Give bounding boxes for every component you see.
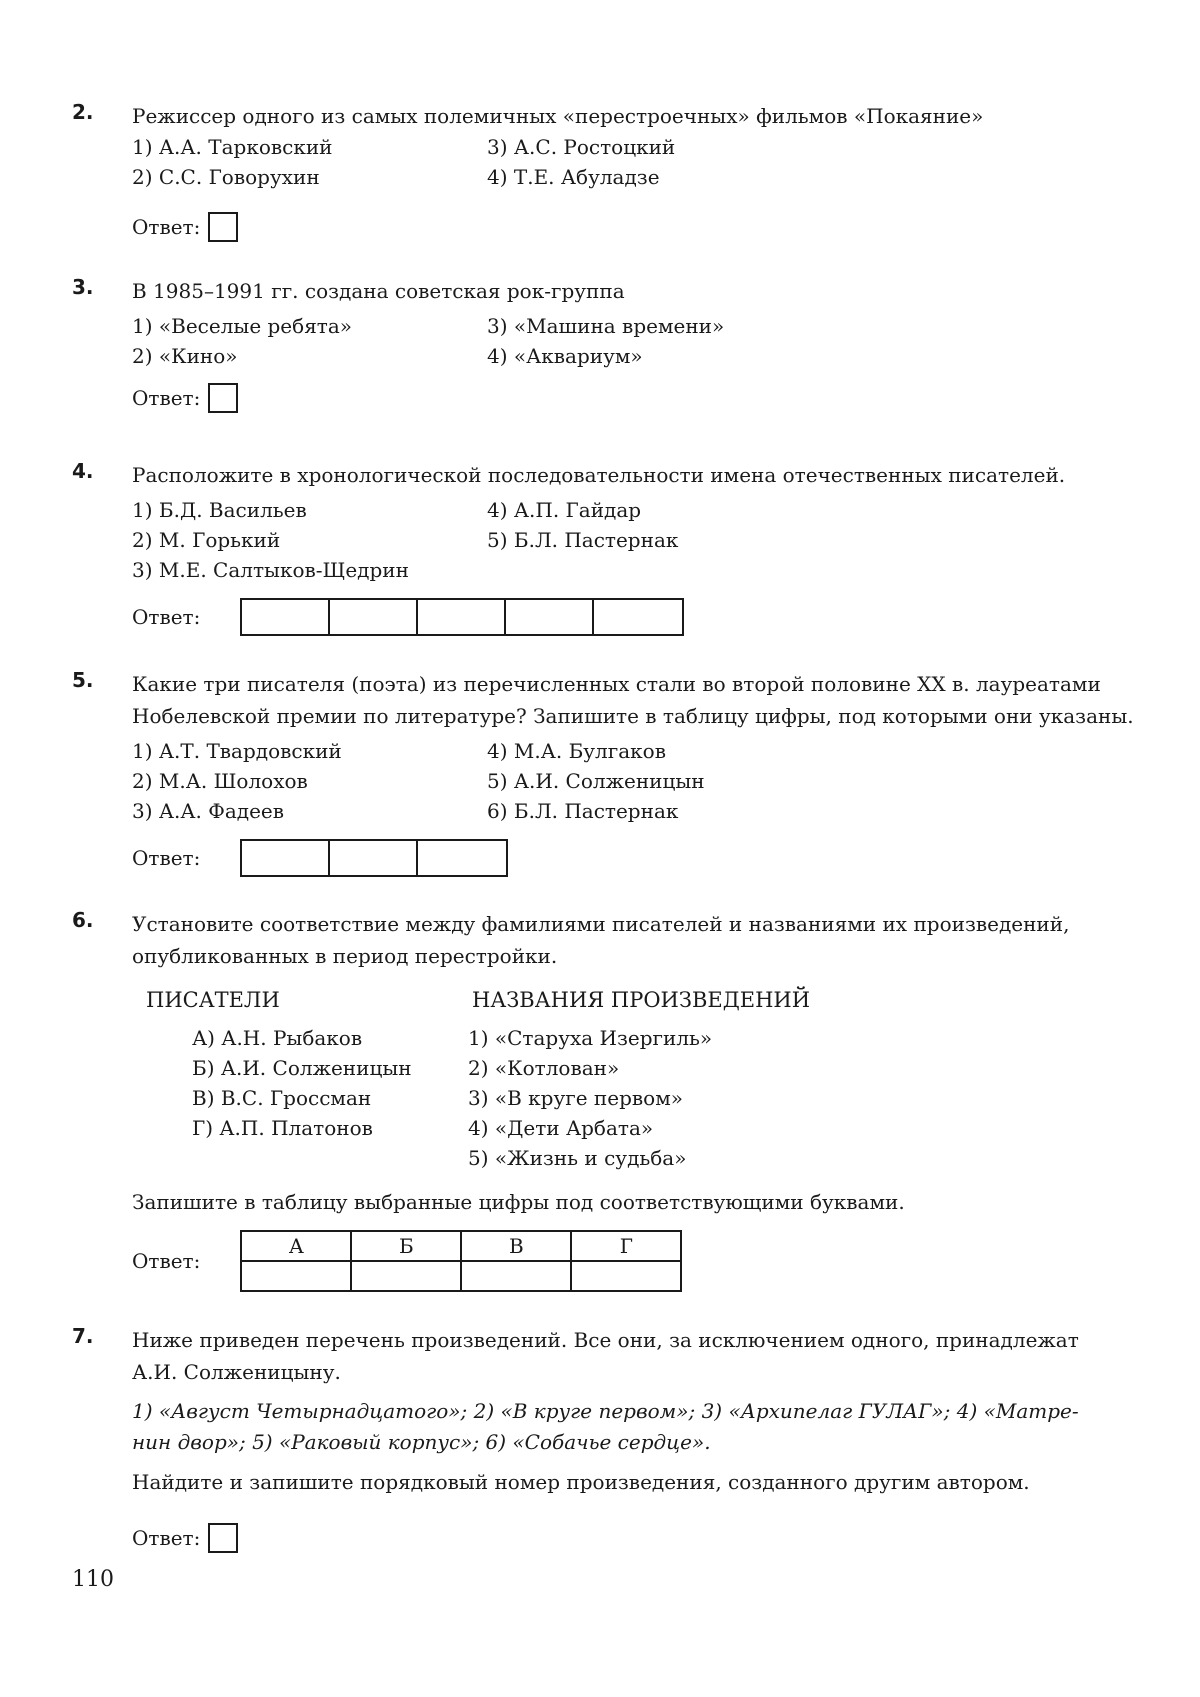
question-text-line-2: А.И. Солженицыну.	[132, 1360, 341, 1384]
option[interactable]: 2) С.С. Говорухин	[132, 165, 320, 189]
table-header-v: В	[461, 1231, 571, 1261]
match-table	[240, 1230, 682, 1292]
question-number: 3.	[72, 275, 94, 299]
answer-cell[interactable]	[418, 841, 506, 875]
question-number: 4.	[72, 459, 94, 483]
option[interactable]: 2) М. Горький	[132, 528, 281, 552]
answer-label: Ответ:	[132, 846, 201, 870]
answer-row	[132, 212, 238, 242]
answer-box[interactable]	[208, 383, 238, 413]
option[interactable]: 4) «Аквариум»	[487, 344, 643, 368]
writer-item: Г) А.П. Платонов	[192, 1116, 373, 1140]
answer-label: Ответ:	[132, 1526, 201, 1550]
answer-label: Ответ:	[132, 605, 201, 629]
answer-row	[132, 839, 508, 877]
option[interactable]: 1) «Веселые ребята»	[132, 314, 353, 338]
option[interactable]: 2) «Кино»	[132, 344, 238, 368]
question-number: 6.	[72, 908, 94, 932]
answer-label: Ответ:	[132, 1249, 201, 1273]
question-2	[72, 100, 1142, 239]
answer-cell[interactable]	[594, 600, 682, 634]
answer-row	[132, 1230, 682, 1292]
question-text: Расположите в хронологической последовательности имена отечественных писателей.	[132, 463, 1066, 487]
question-text: В 1985–1991 гг. создана советская рок-группа	[132, 279, 625, 303]
writer-item: Б) А.И. Солженицын	[192, 1056, 412, 1080]
writer-item: В) В.С. Гроссман	[192, 1086, 372, 1110]
option[interactable]: 4) А.П. Гайдар	[487, 498, 642, 522]
question-3	[72, 275, 1142, 410]
works-list-line-2: нин двор»; 5) «Раковый корпус»; 6) «Собачье сердце».	[132, 1430, 711, 1454]
work-item: 3) «В круге первом»	[468, 1086, 683, 1110]
question-5	[72, 668, 1142, 870]
answer-box[interactable]	[208, 212, 238, 242]
option[interactable]: 5) А.И. Солженицын	[487, 769, 705, 793]
option[interactable]: 6) Б.Л. Пастернак	[487, 799, 679, 823]
option[interactable]: 4) М.А. Булгаков	[487, 739, 666, 763]
answer-cell[interactable]	[506, 600, 594, 634]
option[interactable]: 3) М.Е. Салтыков-Щедрин	[132, 558, 409, 582]
answer-cell[interactable]	[242, 841, 330, 875]
question-text-line-2: Нобелевской премии по литературе? Запишите в таблицу цифры, под которыми они указаны.	[132, 704, 1134, 728]
question-number: 7.	[72, 1324, 94, 1348]
question-text-line-1: Установите соответствие между фамилиями писателей и названиями их произведений,	[132, 912, 1070, 936]
option[interactable]: 5) Б.Л. Пастернак	[487, 528, 679, 552]
table-header-a: А	[241, 1231, 351, 1261]
option[interactable]: 1) Б.Д. Васильев	[132, 498, 307, 522]
answer-cell[interactable]	[330, 600, 418, 634]
works-list-line-1: 1) «Август Четырнадцатого»; 2) «В круге первом»; 3) «Архипелаг ГУЛАГ»; 4) «Матре-	[132, 1399, 1079, 1423]
table-header-b: Б	[351, 1231, 461, 1261]
question-number: 2.	[72, 100, 94, 124]
answer-label: Ответ:	[132, 386, 201, 410]
answer-grid	[240, 839, 508, 877]
option[interactable]: 3) «Машина времени»	[487, 314, 725, 338]
answer-grid	[240, 598, 684, 636]
writer-item: А) А.Н. Рыбаков	[192, 1026, 363, 1050]
question-text-line-1: Какие три писателя (поэта) из перечисленных стали во второй половине XX в. лауреатами	[132, 672, 1101, 696]
answer-label: Ответ:	[132, 215, 201, 239]
option[interactable]: 4) Т.Е. Абуладзе	[487, 165, 660, 189]
works-heading: НАЗВАНИЯ ПРОИЗВЕДЕНИЙ	[472, 988, 811, 1012]
option[interactable]: 1) А.Т. Твардовский	[132, 739, 342, 763]
option[interactable]: 1) А.А. Тарковский	[132, 135, 333, 159]
question-7	[72, 1324, 1142, 1550]
answer-cell[interactable]	[330, 841, 418, 875]
answer-cell[interactable]	[242, 600, 330, 634]
question-6	[72, 908, 1142, 1273]
work-item: 1) «Старуха Изергиль»	[468, 1026, 713, 1050]
option[interactable]: 3) А.С. Ростоцкий	[487, 135, 676, 159]
answer-row	[132, 598, 684, 636]
option[interactable]: 3) А.А. Фадеев	[132, 799, 285, 823]
answer-cell[interactable]	[418, 600, 506, 634]
writers-heading: ПИСАТЕЛИ	[146, 988, 280, 1012]
answer-box[interactable]	[208, 1523, 238, 1553]
question-number: 5.	[72, 668, 94, 692]
table-header-g: Г	[571, 1231, 681, 1261]
question-text: Режиссер одного из самых полемичных «перестроечных» фильмов «Покаяние»	[132, 104, 984, 128]
work-item: 4) «Дети Арбата»	[468, 1116, 654, 1140]
answer-cell[interactable]	[571, 1261, 681, 1291]
answer-row	[132, 1523, 238, 1553]
answer-cell[interactable]	[241, 1261, 351, 1291]
answer-row	[132, 383, 238, 413]
page-number: 110	[72, 1567, 114, 1592]
work-item: 5) «Жизнь и судьба»	[468, 1146, 687, 1170]
answer-cell[interactable]	[351, 1261, 461, 1291]
work-item: 2) «Котлован»	[468, 1056, 620, 1080]
question-text-line-2: опубликованных в период перестройки.	[132, 944, 558, 968]
question-text-line-1: Ниже приведен перечень произведений. Все они, за исключением одного, принадлежат	[132, 1328, 1079, 1352]
question-4	[72, 459, 1142, 629]
instruction: Найдите и запишите порядковый номер произведения, созданного другим автором.	[132, 1470, 1030, 1494]
instruction: Запишите в таблицу выбранные цифры под соответствующими буквами.	[132, 1190, 905, 1214]
option[interactable]: 2) М.А. Шолохов	[132, 769, 308, 793]
answer-cell[interactable]	[461, 1261, 571, 1291]
